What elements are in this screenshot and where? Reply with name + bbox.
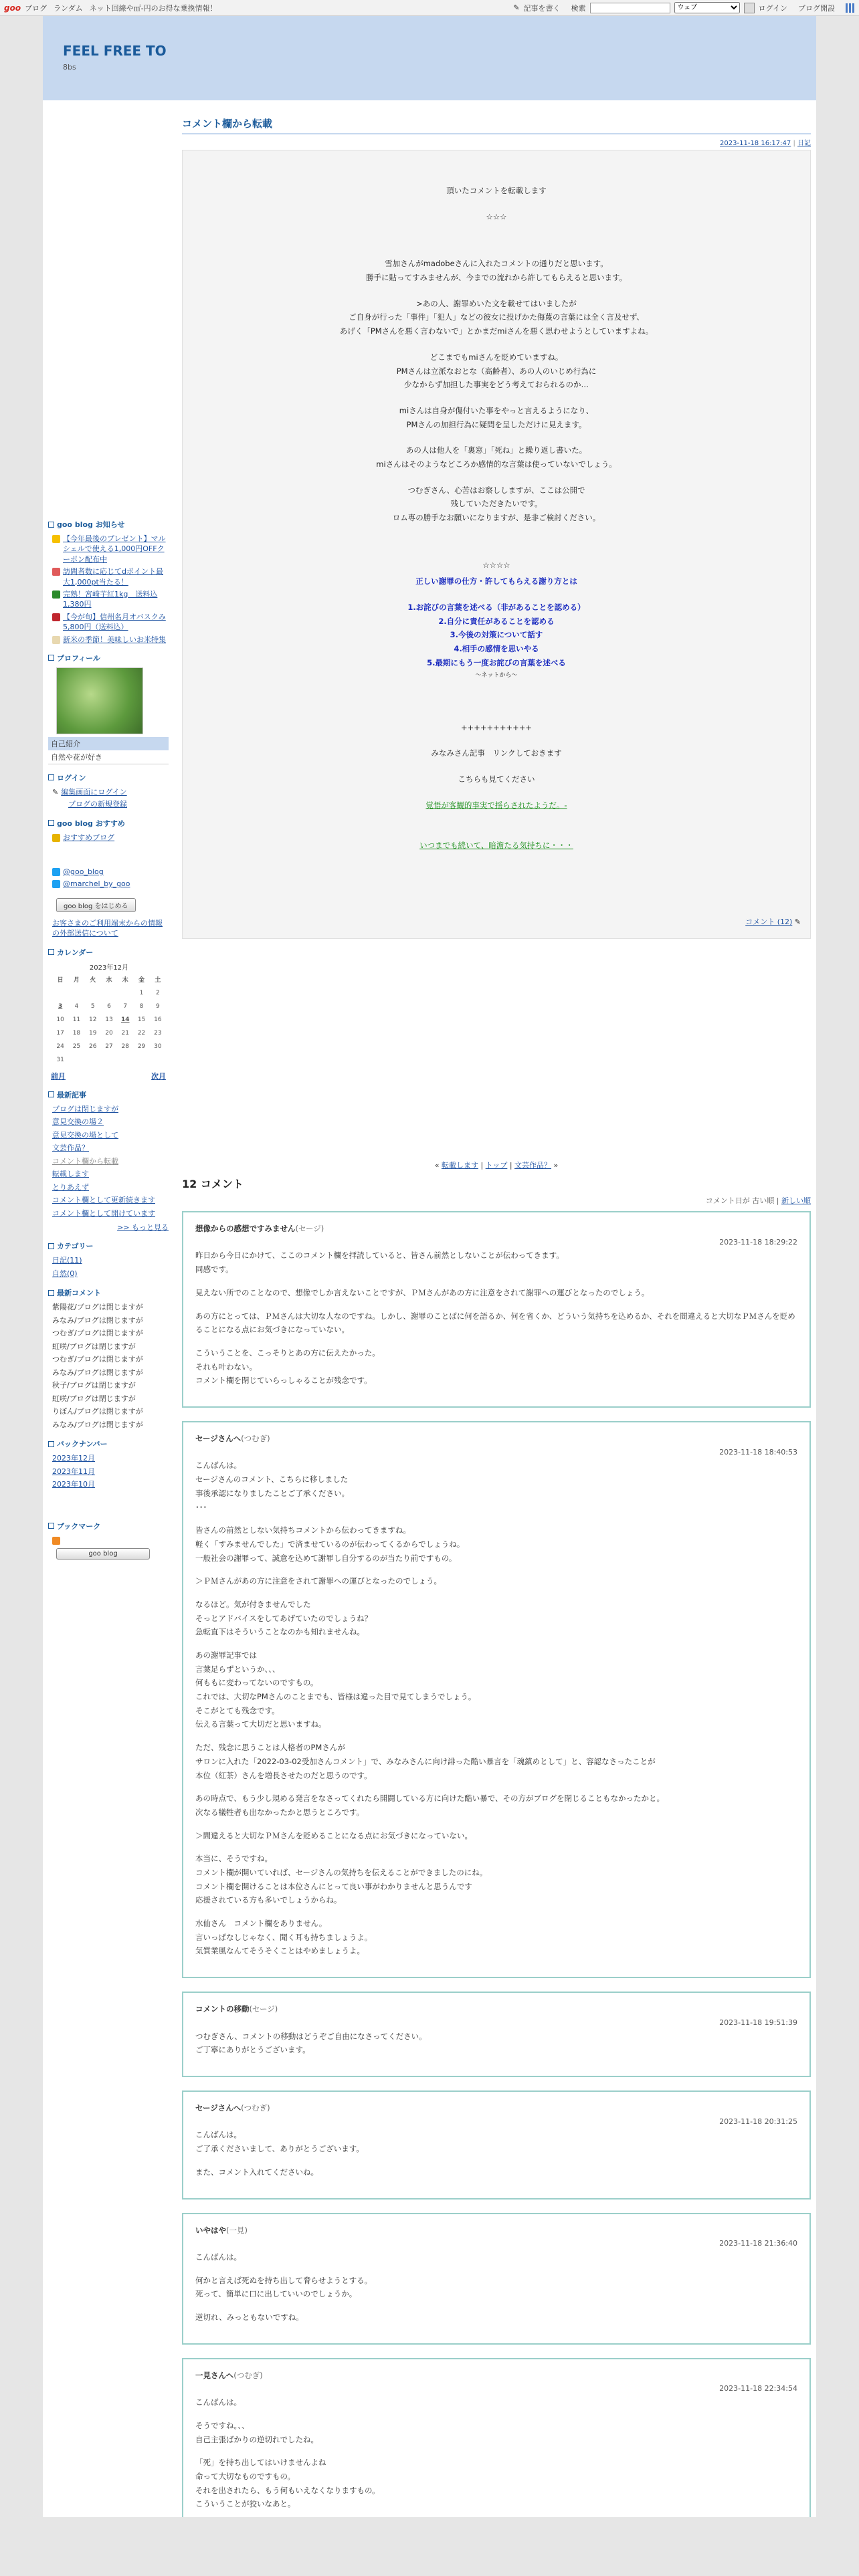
comment-item [182, 1421, 811, 1978]
calendar-day: 7 [123, 1002, 128, 1010]
calendar-day: 17 [56, 1029, 64, 1037]
calendar-day: 18 [72, 1029, 81, 1037]
entry-paragraph: あの人は他人を「裏窓」「死ね」と繰り返し書いた。 miさんはそのようなどころか感情的な言葉は使っていないでしょう。 [376, 445, 617, 469]
entry-meta: 2023-11-18 16:17:47 | 日記 [720, 140, 811, 147]
entry-paragraph: どこまでもmiさんを貶めていますね。 PMさんは立派なおとな（高齢者）、あの人のいじめ行為に 少なからず加担した事実をどう考えておられるのか… [396, 352, 597, 390]
comment-paragraph: 何かと言えば死ぬを持ち出して脅らせようとする。 死って、簡単に口に出していいのでしょうか。 [195, 2275, 373, 2299]
comment-paragraph: 水仙さん コメント欄をありません。 言いっぱなしじゃなく、聞く耳も持ちましょうよ。 気質業風なんてそうそくことはやめましょうよ。 [195, 1919, 373, 1956]
calendar-day: 8 [139, 1002, 144, 1010]
profile-heading: プロフィール [48, 653, 169, 663]
next-entry-link[interactable]: 文芸作品？ [514, 1161, 552, 1170]
comment-author: コメントの移動 [195, 2004, 250, 2014]
write-article-link[interactable]: 記事を書く [523, 3, 561, 13]
comment-paragraph: こんばんは。 [195, 2252, 242, 2262]
twitter-item[interactable]: @goo_blog [52, 867, 169, 877]
see-also-note: こちらも見てください [458, 774, 535, 784]
comment-paragraph: こんばんは。 セージさんのコメント、こちらに移しました 事後承認になりましたことご了承ください。 ･･･ [195, 1461, 349, 1512]
backnumber-item[interactable]: 2023年10月 [52, 1480, 95, 1489]
recent-list [48, 1104, 169, 1220]
notice-item[interactable]: 【今が旬】信州名月オバスクみ5,800円（送料込） [52, 612, 169, 633]
comment-author: セージさんへ [195, 1433, 242, 1443]
entry-pager: « 転載します | トップ | 文芸作品？ » [434, 1161, 559, 1170]
comment-paragraph: こんばんは。 [195, 2397, 242, 2407]
apology-list-item: 4.相手の感情を思いやる [454, 644, 539, 654]
twitter-icon [52, 868, 60, 876]
calendar-day: 22 [137, 1029, 146, 1037]
comment-paragraph: 「死」を持ち出してはいけませんよね 命って大切なものですもの。 それを出されたら、もう何もいえなくなりますもの。 こういうことが狡いなあと。 [195, 2458, 380, 2509]
recent-item[interactable]: 文芸作品？ [52, 1144, 89, 1153]
login-heading: ログイン [48, 772, 169, 783]
comment-date: 2023-11-18 21:36:40 [719, 2239, 797, 2248]
rss-icon [52, 1537, 60, 1545]
apology-heading: 正しい謝罪の仕方・許してもらえる謝り方とは [415, 576, 577, 586]
calendar-day: 4 [74, 1002, 79, 1010]
calendar-day: 13 [105, 1016, 113, 1023]
entry-paragraph: >あの人、謝罪めいた文を載せてはいましたが ご自身が行った「事件」「犯人」などの彼女に投げかた侮蔑の言葉には全く言及せず、 あげく「PMさんを悪く言わないで」とかまだmiさんを悪く思わせようとしていますよね。 [339, 298, 654, 336]
calendar-icon [52, 568, 60, 576]
calendar-day [85, 986, 101, 1000]
calendar-next[interactable]: 次月 [151, 1071, 166, 1081]
pencil-icon: ✎ [513, 3, 520, 12]
ext-info-link[interactable]: お客さまのご利用端末からの情報の外部送信について [52, 918, 163, 938]
recommend-heading: goo blog おすすめ [48, 818, 169, 829]
comment-paragraph: ただ、残念に思うことは人格者のPMさんが サロンに入れた「2022-03-02受加さんコメント」で、みなみさんに向け誹った酷い暴言を「魂鎮めとして」と、容認なさったことが 本位（紅茶）さんを増長させたのだと思うのです。 [195, 1743, 656, 1780]
comment-body [195, 2395, 797, 2535]
recent-comment-item[interactable]: りぼん/ブログは閉じますが [52, 1407, 143, 1416]
comments-title: 12 コメント [182, 1178, 244, 1190]
calendar-day: 20 [105, 1029, 113, 1037]
topbar-link-promo[interactable]: ネット回線や㎡-円のお得な乗換情報！ [89, 3, 217, 13]
calendar-day [68, 986, 84, 1000]
comment-commenter: (つむぎ) [241, 2103, 270, 2113]
comment-paragraph: 見えない所でのことなので、想像でしか言えないことですが、ＰＭさんがあの方に注意をされて謝罪への運びとなったのでしょう。 [195, 1287, 650, 1297]
calendar-weekday: 金 [138, 977, 145, 984]
comment-count-link[interactable]: コメント (12) [745, 918, 793, 927]
entry-paragraph: ☆☆☆ [486, 211, 507, 221]
calendar-day: 5 [90, 1002, 95, 1010]
comment-commenter: (セージ) [249, 2004, 278, 2014]
recent-item[interactable]: とりあえず [52, 1182, 89, 1192]
calendar-day: 10 [56, 1016, 64, 1023]
calendar-day [101, 986, 117, 1000]
recent-item[interactable]: コメント欄として更新続きます [52, 1196, 155, 1205]
recent-comment-item[interactable]: 紫陽花/ブログは閉じますが [52, 1303, 143, 1312]
blog-header [43, 16, 816, 100]
profile-intro-text: 自然や花が好き [48, 750, 169, 764]
comment-author: 一見さんへ [195, 2370, 234, 2380]
sort-old-label[interactable]: コメント日が 古い順 [705, 1196, 775, 1205]
comment-paragraph: ＞間違えると大切なＰＭさんを貶めることになる点にお気づきになっていない。 [195, 1830, 472, 1840]
calendar-day [85, 1053, 101, 1067]
linked-article-2[interactable]: いつまでも続いて、暗澹たる気持ちに・・・ [419, 841, 573, 851]
calendar-day: 2 [155, 989, 160, 996]
recent-comment-item[interactable]: 秋子/ブログは閉じますが [52, 1381, 136, 1390]
login-item[interactable]: ✎ 編集画面にログイン [52, 787, 127, 796]
backnumber-heading: バックナンバー [48, 1438, 169, 1449]
calendar-day: 26 [88, 1043, 97, 1050]
comment-author: 想像からの感想ですみません [195, 1224, 296, 1233]
backnumber-item[interactable]: 2023年11月 [52, 1467, 95, 1476]
search-label: 検索 [571, 3, 586, 13]
notice-item[interactable]: 完熟！宮崎芋紅1kg 送料込1,380円 [52, 589, 169, 610]
comment-author: セージさんへ [195, 2103, 242, 2113]
calendar-day: 15 [137, 1016, 146, 1023]
calendar-weekday: 月 [73, 977, 80, 984]
calendar-day: 9 [155, 1002, 160, 1010]
calendar-day: 16 [154, 1016, 162, 1023]
sidebar [48, 511, 169, 1564]
comment-body [195, 2030, 797, 2057]
calendar-day [52, 986, 68, 1000]
calendar-day: 6 [107, 1002, 111, 1010]
comment-date: 2023-11-18 18:40:53 [719, 1447, 797, 1457]
recent-heading: 最新記事 [48, 1089, 169, 1100]
calendar-weekday: 水 [106, 977, 112, 984]
recent-comment-list [48, 1302, 169, 1430]
entry-title[interactable]: コメント欄から転載 [182, 116, 811, 134]
apple-icon [52, 613, 60, 621]
calendar-day: 12 [88, 1016, 97, 1023]
calendar-weekday: 木 [122, 977, 128, 984]
star-icon [52, 535, 60, 543]
comment-header [195, 2101, 797, 2115]
profile-image [56, 667, 143, 734]
calendar-day: 30 [154, 1043, 162, 1050]
entry-paragraph: 雪加さんがmadobeさんに入れたコメントの通りだと思います。 勝手に貼ってすみませんが、今までの流れから許してもらえると思います。 [365, 259, 628, 283]
notice-item[interactable]: 訪問者数に応じてdポイント最大1,000pt当たる！ [52, 566, 169, 587]
calendar-day [117, 1053, 133, 1067]
calendar-day: 31 [56, 1056, 64, 1063]
calendar-day: 23 [154, 1029, 162, 1037]
calendar-day: 24 [56, 1043, 64, 1050]
footer-logo[interactable]: goo blog [56, 1548, 150, 1560]
notice-item[interactable]: 【今年最後のプレゼント】マルシェルで使える1,000円OFFクーポン配布中 [52, 534, 169, 564]
recommend-item[interactable]: おすすめブログ [52, 833, 169, 843]
top-link[interactable]: トップ [485, 1161, 508, 1170]
prev-entry-link[interactable]: 転載します [441, 1161, 478, 1170]
comment-paragraph: 本当に、そうですね。 コメント欄が開いていれば、セージさんの気持ちを伝えることができましたのにね。 コメント欄を開けることは本位さんにとって良い事がわかりませんと思うんです 応援されている方も多いでしょうからね。 [195, 1854, 488, 1905]
recent-item[interactable]: 意見交換の場２ [52, 1117, 104, 1127]
comment-body [195, 2250, 797, 2325]
comment-header [195, 2002, 797, 2016]
recent-item[interactable]: 転載します [52, 1170, 89, 1179]
entry-paragraph: ☆☆☆☆ [482, 560, 510, 570]
apps-grid-icon[interactable] [846, 3, 855, 13]
recent-item[interactable]: ブログは閉じますが [52, 1104, 118, 1113]
apology-list-item: 1.お詫びの言葉を述べる（非があることを認める） [407, 603, 585, 613]
calendar-day: 19 [88, 1029, 97, 1037]
entry-paragraph: miさんは自身が傷付いた事をやっと言えるようになり、 PMさんの加担行為に疑問を呈しただけに見えます。 [399, 405, 594, 429]
comment-paragraph: 昨日から今日にかけて、ここのコメント欄を拝読していると、皆さん前然としないことが伝わってきます。 同感です。 [195, 1251, 564, 1275]
linked-article-1[interactable]: 覚悟が客観的事実で揺らされたようだ。- [425, 800, 567, 810]
comment-paragraph: また、コメント入れてくださいね。 [195, 2167, 318, 2177]
calendar-day: 25 [72, 1043, 81, 1050]
calendar-day [150, 1053, 166, 1067]
entry-body [182, 150, 811, 939]
comment-paragraph: なるほど。気が付きませんでした そっとアドバイスをしてあげていたのでしょうね？ 急転直下はそういうことなのかも知れませんね。 [195, 1599, 373, 1637]
topbar-link-random[interactable]: ランダム [54, 3, 83, 13]
recent-item[interactable]: コメント欄として開けています [52, 1208, 155, 1218]
comment-date: 2023-11-18 22:34:54 [719, 2384, 797, 2393]
comment-list [182, 1211, 811, 2555]
bookmark-heading: ブックマーク [48, 1521, 169, 1531]
calendar-weekday: 火 [90, 977, 96, 984]
comment-author: いやはや [195, 2225, 226, 2235]
box-icon [52, 591, 60, 599]
comment-item [182, 2090, 811, 2199]
apology-list-item: 5.最期にもう一度お詫びの言葉を述べる [427, 657, 566, 667]
comment-item [182, 1211, 811, 1408]
rss-item[interactable] [52, 1535, 169, 1545]
start-blog-button[interactable]: goo blog をはじめる [56, 898, 136, 912]
comment-sort: コメント日が 古い順 | 新しい順 [705, 1196, 811, 1205]
edit-pencil-icon[interactable]: ✎ [794, 918, 801, 927]
comment-paragraph: 皆さんの前然としない気持ちコメントから伝わってきますね。 軽く「すみませんでした」で済ませているのが伝わってくるからでしょうね。 一般社会の謝罪って、誠意を込めて謝罪し自分するのが当たり前ですもの。 [195, 1525, 465, 1563]
recent-comment-item[interactable]: みなみ/ブログは閉じますが [52, 1315, 143, 1325]
blog-start-link[interactable]: ブログ開設 [798, 3, 835, 13]
search-scope-select[interactable] [674, 2, 740, 13]
comment-paragraph: あの謝罪記事では 言葉足らずというか、、、 何ももに変わってないのですもの。 これでは、大切なPMさんのことまでも、皆様は違った目で見てしまうでしょう。 そこがとても残念です。 伝える言葉って大切だと思いますね。 [195, 1650, 476, 1729]
search-input[interactable] [590, 3, 670, 13]
sort-new-link[interactable]: 新しい順 [781, 1196, 811, 1205]
comment-paragraph: 逆切れ、みっともないですね。 [195, 2313, 304, 2323]
comment-paragraph: あの時点で、もう少し規める発言をなさってくれたら開闘している方に向けた酷い暴で、その方がブログを閉じることもなかったかと。 次なる犠牲者も出なかったかと思うところです。 [195, 1794, 665, 1817]
apology-list-item: 3.今後の対策について話す [450, 630, 543, 640]
comment-body [195, 1249, 797, 1388]
profile-tab-intro[interactable]: 自己紹介 [48, 737, 169, 750]
entry-footer [745, 916, 801, 929]
apology-list-item: 2.自分に責任があることを認める [438, 616, 555, 626]
calendar-day: 11 [72, 1016, 81, 1023]
calendar [52, 962, 166, 1067]
net-source-note: 〜ネットから〜 [475, 671, 518, 679]
calendar-day: 1 [139, 989, 144, 996]
pencil-icon: ✎ [52, 787, 59, 796]
comment-paragraph: こういうことを、こっそりとあの方に伝えたかった。 それも叶わない。 コメント欄を閉じていらっしゃることが残念です。 [195, 1348, 380, 1386]
comment-item [182, 2213, 811, 2345]
more-link[interactable]: >> もっと見る [117, 1223, 169, 1232]
calendar-prev[interactable]: 前月 [51, 1071, 66, 1081]
search-go-button[interactable] [744, 3, 755, 13]
comment-item [182, 1992, 811, 2077]
calendar-caption: 2023年12月 [89, 964, 129, 972]
main-content [182, 116, 811, 2568]
comment-paragraph: つむぎさん、コメントの移動はどうぞご自由になさってください。 ご丁寧にありがとうございます。 [195, 2031, 427, 2055]
entry-category[interactable]: 日記 [797, 140, 811, 147]
calendar-day [117, 986, 133, 1000]
notice-heading: goo blog お知らせ [48, 519, 169, 530]
entry-date[interactable]: 2023-11-18 16:17:47 [720, 140, 791, 147]
apology-list [196, 601, 797, 669]
calendar-nav [51, 1071, 166, 1081]
calendar-heading: カレンダー [48, 947, 169, 958]
entry-paragraph: 頂いたコメントを転載します [446, 186, 547, 195]
recent-comment-item[interactable]: みなみ/ブログは閉じますが [52, 1368, 143, 1377]
comment-date: 2023-11-18 19:51:39 [719, 2018, 797, 2027]
calendar-day: 29 [137, 1043, 146, 1050]
entry-paragraph: つむぎさん、心苦はお察ししますが、ここは公開で 残していただきたいです。 ロム専の勝手なお願いになりますが、是非ご検討ください。 [392, 485, 601, 522]
comment-commenter: (つむぎ) [233, 2370, 263, 2380]
comment-body [195, 2128, 797, 2179]
goo-logo[interactable]: goo [4, 3, 21, 13]
bulb-icon [52, 834, 60, 842]
comment-paragraph: そうですね。、、 自己主張ばかりの逆切れでしたね。 [195, 2420, 318, 2444]
topbar-link-blog[interactable]: ブログ [25, 3, 47, 13]
comment-header [195, 2224, 797, 2238]
recent-item[interactable]: コメント欄から転載 [52, 1156, 118, 1166]
top-bar [0, 0, 859, 16]
recent-comment-item[interactable]: みなみ/ブログは閉じますが [52, 1420, 143, 1429]
comment-commenter: (セージ) [295, 1224, 324, 1233]
comment-paragraph: ＞ＰＭさんがあの方に注意をされて謝罪への運びとなったのでしょう。 [195, 1576, 442, 1586]
comment-header [195, 1222, 797, 1236]
recent-comment-item[interactable]: 虹咲/ブログは閉じますが [52, 1341, 136, 1351]
login-link[interactable]: ログイン [758, 3, 787, 13]
comment-paragraph: こんばんは。 ご了承くださいまして、ありがとうございます。 [195, 2130, 364, 2154]
minami-link-note: みなみさん記事 リンクしておきます [431, 748, 562, 758]
plus-divider: +++++++++++ [461, 722, 532, 732]
comment-date: 2023-11-18 18:29:22 [719, 1237, 797, 1247]
category-item[interactable]: 自然(0) [52, 1269, 78, 1278]
calendar-day [133, 1053, 149, 1067]
recent-comment-item[interactable]: つむぎ/ブログは閉じますが [52, 1355, 143, 1364]
twitter-icon [52, 880, 60, 888]
notice-item[interactable]: 新米の季節！美味しいお米特集 [52, 635, 169, 645]
page-frame [43, 16, 816, 2517]
recent-item[interactable]: 意見交換の場として [52, 1130, 118, 1140]
comment-commenter: (一見) [226, 2225, 248, 2235]
calendar-day: 21 [121, 1029, 129, 1037]
recent-comment-item[interactable]: 虹咲/ブログは閉じますが [52, 1394, 136, 1403]
comment-header [195, 1432, 797, 1446]
calendar-day[interactable]: 3 [58, 1002, 63, 1010]
recent-comment-heading: 最新コメント [48, 1287, 169, 1298]
comment-paragraph: あの方にとっては、ＰＭさんは大切な人なのですね。しかし、謝罪のことばに何を語るか、何を省くか、どういう気持ちを込めるか、それを間違えると大切なＰＭさんを貶めることになる点にお気づきになっていない。 [195, 1311, 795, 1335]
calendar-day: 27 [105, 1043, 113, 1050]
recent-comment-item[interactable]: つむぎ/ブログは閉じますが [52, 1329, 143, 1338]
comment-header [195, 2369, 797, 2383]
comment-commenter: (つむぎ) [241, 1433, 270, 1443]
ad-space [182, 939, 811, 1153]
rice-icon [52, 636, 60, 644]
comment-date: 2023-11-18 20:31:25 [719, 2117, 797, 2126]
calendar-weekday: 土 [155, 977, 161, 984]
comment-body [195, 1459, 797, 1958]
blog-subtitle: 8bs [63, 63, 76, 72]
calendar-day [101, 1053, 117, 1067]
category-item[interactable]: 日記(11) [52, 1256, 82, 1265]
calendar-day [68, 1053, 84, 1067]
page-footer-band [0, 2517, 859, 2576]
backnumber-item[interactable]: 2023年12月 [52, 1454, 95, 1463]
login-item[interactable]: ブログの新規登録 [68, 800, 127, 809]
calendar-weekday: 日 [57, 977, 64, 984]
calendar-day: 28 [121, 1043, 129, 1050]
blog-title[interactable]: FEEL FREE TO [63, 43, 167, 59]
twitter-item[interactable]: @marchel_by_goo [52, 879, 169, 889]
category-heading: カテゴリー [48, 1241, 169, 1251]
calendar-day[interactable]: 14 [121, 1016, 130, 1023]
